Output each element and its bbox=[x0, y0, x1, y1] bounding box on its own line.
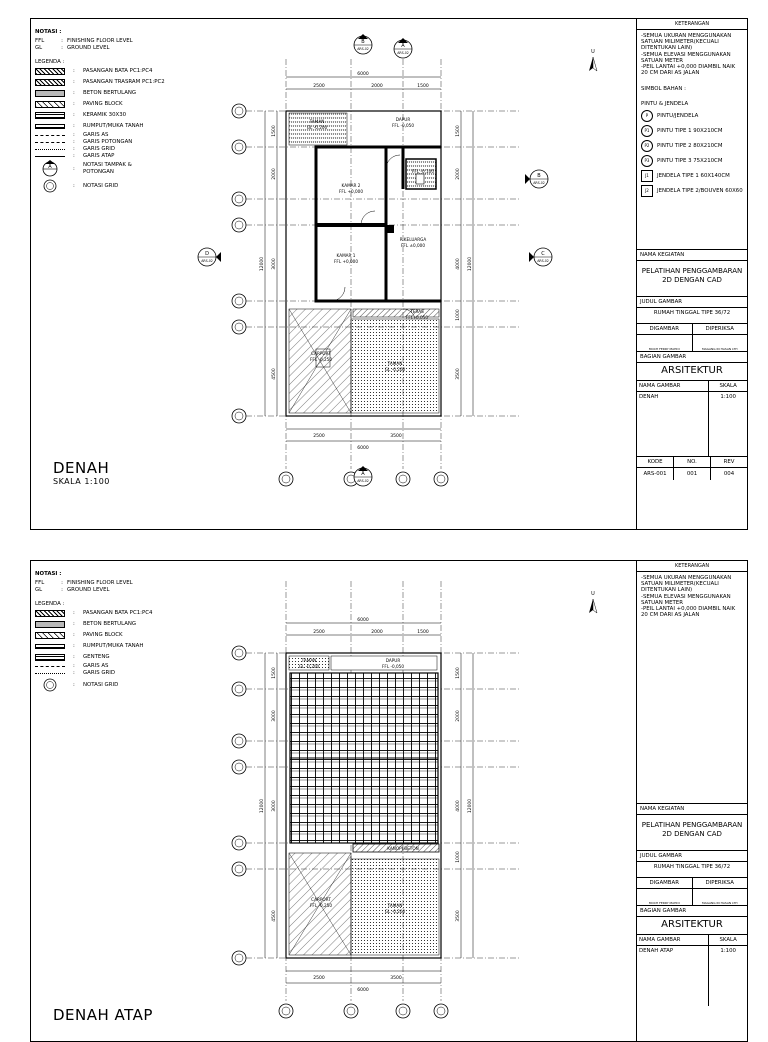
svg-text:B: B bbox=[361, 39, 365, 45]
legend-item: : RUMPUT/MUKA TANAH bbox=[35, 641, 221, 652]
code-values bbox=[637, 468, 747, 480]
note-text: GROUND LEVEL bbox=[67, 586, 110, 593]
section-marker bbox=[394, 38, 412, 58]
symbol-heading: SIMBOL BAHAN : bbox=[641, 86, 686, 93]
scale-label: SKALA bbox=[719, 937, 737, 943]
notes-heading: NOTASI : bbox=[35, 571, 62, 577]
signoff-names bbox=[637, 335, 747, 352]
north-arrow-icon bbox=[589, 49, 597, 71]
section-name: ARSITEKTUR bbox=[637, 363, 747, 381]
section-name: ARSITEKTUR bbox=[637, 917, 747, 935]
swatch-ceramic bbox=[35, 112, 65, 119]
svg-text:ARS-02: ARS-02 bbox=[357, 47, 369, 51]
note-line: -SEMUA UKURAN MENGGUNAKAN SATUAN MILIMETER(KECUALI DITENTUKAN LAIN) bbox=[641, 575, 732, 594]
note-row: FFL : FINISHING FLOOR LEVEL bbox=[35, 579, 133, 586]
legend-text: PASANGAN BATA PC1:PC4 bbox=[83, 68, 153, 75]
svg-text:ARS-02: ARS-02 bbox=[201, 259, 213, 263]
door-text: PINTU TIPE 1 90X210CM bbox=[657, 127, 723, 134]
svg-text:ARS-02: ARS-02 bbox=[357, 479, 369, 483]
swatch-section bbox=[35, 142, 65, 143]
legend-text: NOTASI GRID bbox=[83, 681, 119, 688]
name-scale-head bbox=[637, 935, 747, 946]
legend-text: GARIS AS bbox=[83, 663, 109, 670]
door-item bbox=[641, 110, 743, 122]
door-text: PINTU TIPE 2 80X210CM bbox=[657, 142, 723, 149]
dim-top-total: 6000 bbox=[357, 618, 369, 623]
room-teras-label: TERAS bbox=[410, 309, 424, 314]
window-item bbox=[641, 185, 743, 197]
legend-item: : GARIS POTONGAN bbox=[35, 139, 221, 146]
door-text: PINTU TIPE 3 75X210CM bbox=[657, 157, 723, 164]
door-item bbox=[641, 125, 743, 137]
checked-by-label: DIPERIKSA bbox=[705, 880, 734, 886]
door-item bbox=[641, 140, 743, 152]
swatch-paving bbox=[35, 101, 65, 108]
window-code-icon: J1 bbox=[641, 170, 653, 182]
keterangan-heading: KETERANGAN bbox=[637, 561, 747, 572]
swatch-roof-tile bbox=[35, 654, 65, 661]
legend-text: PAVING BLOCK bbox=[83, 101, 123, 108]
kode-value: ARS-001 bbox=[637, 468, 674, 480]
dim-left-3: 3000 bbox=[272, 258, 277, 270]
legend-text: BETON BERTULANG bbox=[83, 90, 137, 97]
room-carport-label: CARPORT bbox=[311, 897, 331, 902]
grid-notation-icon bbox=[35, 678, 65, 692]
legend-item: : PASANGAN BATA PC1:PC4 bbox=[35, 66, 221, 77]
checked-name: MAGANG IN HASAN LTH bbox=[702, 901, 738, 905]
dim-top-1: 2500 bbox=[313, 630, 325, 635]
dim-left-2: 3000 bbox=[272, 710, 277, 722]
activity-name: PELATIHAN PENGGAMBARAN 2D DENGAN CAD bbox=[637, 815, 747, 851]
legend-item: : PASANGAN TRASRAM PC1:PC2 bbox=[35, 77, 221, 88]
swatch-trasram bbox=[35, 79, 65, 86]
legend-text: RUMPUT/MUKA TANAH bbox=[83, 643, 144, 650]
building-outline bbox=[286, 111, 441, 416]
plan-title: DENAH bbox=[53, 459, 110, 477]
activity-label: NAMA KEGIATAN bbox=[637, 804, 747, 815]
room-teras-level: FFL -0,050 bbox=[406, 315, 428, 320]
legend-item: : NOTASI GRID bbox=[35, 677, 221, 693]
dim-bottom-total: 6000 bbox=[357, 446, 369, 451]
rev-label: REV bbox=[723, 459, 735, 465]
room-taman2-label: TAMAN bbox=[387, 361, 403, 366]
drawing-title-label: JUDUL GAMBAR bbox=[637, 851, 747, 862]
dim-right-5: 3500 bbox=[456, 368, 461, 380]
name-label: NAMA GAMBAR bbox=[637, 381, 709, 391]
dim-right-total: 12000 bbox=[468, 256, 473, 272]
legend-text: RUMPUT/MUKA TANAH bbox=[83, 123, 144, 130]
legend-text: BETON BERTULANG bbox=[83, 621, 137, 628]
north-arrow-icon bbox=[589, 591, 597, 613]
note-text: FINISHING FLOOR LEVEL bbox=[67, 37, 133, 44]
legend-item: : GARIS GRID bbox=[35, 670, 221, 677]
section-notation-icon bbox=[35, 160, 65, 178]
note-line: -SEMUA UKURAN MENGGUNAKAN SATUAN MILIMETER(KECUALI DITENTUKAN LAIN) bbox=[641, 33, 732, 52]
room-km-level: FFL -0,100 bbox=[412, 169, 434, 174]
svg-text:A: A bbox=[361, 471, 365, 477]
legend-text: NOTASI GRID bbox=[83, 182, 119, 189]
legend-item: : GARIS GRID bbox=[35, 146, 221, 153]
legend-item: : GARIS ATAP bbox=[35, 153, 221, 160]
dim-bottom-1: 2500 bbox=[313, 976, 325, 981]
legend-text: GARIS ATAP bbox=[83, 153, 115, 160]
roof-outline bbox=[286, 653, 441, 958]
room-taman-label: TAMAN bbox=[309, 119, 325, 124]
note-key: FFL bbox=[35, 37, 45, 44]
legend-item: : KERAMIK 30X30 bbox=[35, 110, 221, 121]
drawn-name: MOCH FERRY MAHDI bbox=[637, 335, 693, 351]
door-code-icon: P bbox=[641, 110, 653, 122]
swatch-grass bbox=[35, 124, 65, 129]
legend-text: PAVING BLOCK bbox=[83, 632, 123, 639]
legend-item: : PASANGAN BATA PC1:PC4 bbox=[35, 608, 221, 619]
no-value: 001 bbox=[674, 468, 711, 480]
dim-top-total: 6000 bbox=[357, 72, 369, 77]
room-dapur-level: FFL -0,050 bbox=[392, 123, 414, 128]
door-code-icon: P1 bbox=[641, 125, 653, 137]
floor-plan-drawing bbox=[171, 19, 631, 529]
drawing-name: DENAH bbox=[637, 392, 709, 456]
door-code-icon: P2 bbox=[641, 140, 653, 152]
dim-right-3: 4000 bbox=[456, 258, 461, 270]
swatch-roof bbox=[35, 156, 65, 157]
legend-item: : PAVING BLOCK bbox=[35, 99, 221, 110]
note-text: FINISHING FLOOR LEVEL bbox=[67, 579, 133, 586]
dim-right-3: 4000 bbox=[456, 800, 461, 812]
legend-text: KERAMIK 30X30 bbox=[83, 112, 127, 119]
dim-right-total: 12000 bbox=[468, 798, 473, 814]
grid-notation-icon bbox=[35, 179, 65, 193]
rev-value: 004 bbox=[723, 471, 735, 477]
swatch-grass bbox=[35, 644, 65, 649]
dim-right-4: 1000 bbox=[456, 851, 461, 863]
swatch-grid bbox=[35, 149, 65, 150]
name-label: NAMA GAMBAR bbox=[637, 935, 709, 945]
room-taman2-level: GL -0,200 bbox=[384, 909, 406, 914]
room-dapur-level: FFL -0,050 bbox=[382, 664, 404, 669]
name-scale-value bbox=[637, 392, 747, 457]
drawing-name: DENAH ATAP bbox=[637, 946, 709, 1006]
activity-name: PELATIHAN PENGGAMBARAN 2D DENGAN CAD bbox=[637, 261, 747, 297]
legend-text: GARIS GRID bbox=[83, 146, 115, 153]
note-line: -SEMUA ELEVASI MENGGUNAKAN SATUAN METER bbox=[641, 51, 731, 64]
swatch-grid bbox=[35, 673, 65, 674]
legend-item: : GARIS AS bbox=[35, 132, 221, 139]
dim-left-total: 12000 bbox=[260, 798, 265, 814]
keterangan-body bbox=[637, 572, 747, 804]
drawn-by-label: DIGAMBAR bbox=[637, 324, 693, 334]
room-kamar1-level: FFL +0,000 bbox=[334, 259, 358, 264]
room-dapur-label: DAPUR bbox=[385, 658, 401, 663]
activity-label: NAMA KEGIATAN bbox=[637, 250, 747, 261]
roof-kanopi-label: KANOPI BETON bbox=[387, 846, 419, 851]
legend-heading: LEGENDA : bbox=[35, 59, 65, 66]
svg-text:U: U bbox=[591, 49, 595, 55]
dim-bottom-1: 2500 bbox=[313, 434, 325, 439]
note-line: -PEIL LANTAI +0,000 DIAMBIL NAIK 20 CM DARI AS JALAN bbox=[641, 64, 736, 77]
svg-text:A: A bbox=[48, 164, 52, 171]
grid-bubbles-left bbox=[232, 104, 246, 423]
dim-top-3: 1500 bbox=[417, 84, 429, 89]
scale-label: SKALA bbox=[719, 383, 737, 389]
svg-text:U: U bbox=[591, 591, 595, 597]
title-block bbox=[636, 561, 747, 1041]
room-kamar2-level: FFL +0,000 bbox=[339, 189, 363, 194]
swatch-axis bbox=[35, 135, 65, 136]
legend-text: GARIS AS bbox=[83, 132, 109, 139]
signoff-names bbox=[637, 889, 747, 906]
drawing-scale: 1:100 bbox=[720, 394, 736, 400]
room-taman2-level: GL -0,200 bbox=[384, 367, 406, 372]
dim-left-3: 3000 bbox=[272, 800, 277, 812]
room-taman-label: TAMAN bbox=[301, 658, 317, 663]
legend-item: A : NOTASI TAMPAK & POTONGAN bbox=[35, 160, 221, 178]
legend-item: : NOTASI GRID bbox=[35, 178, 221, 194]
room-keluarga-level: FFL ±0,000 bbox=[401, 243, 425, 248]
drawing-title: RUMAH TINGGAL TIPE 36/72 bbox=[637, 862, 747, 878]
dim-top-2: 2000 bbox=[371, 630, 383, 635]
keterangan-body bbox=[637, 30, 747, 250]
door-text: PINTU/JENDELA bbox=[657, 112, 699, 119]
grid-bubbles-bottom bbox=[279, 1004, 448, 1018]
dim-bottom-2: 3500 bbox=[390, 976, 402, 981]
sheet-denah-atap bbox=[30, 560, 748, 1042]
plan-title-block bbox=[53, 1006, 153, 1024]
room-dapur-label: DAPUR bbox=[395, 117, 411, 122]
svg-text:D: D bbox=[205, 251, 209, 257]
dim-right-1: 1500 bbox=[456, 667, 461, 679]
window-code-icon: J2 bbox=[641, 185, 653, 197]
legend-text: GARIS POTONGAN bbox=[83, 139, 133, 146]
legend-item: : PAVING BLOCK bbox=[35, 630, 221, 641]
checked-by-label: DIPERIKSA bbox=[705, 326, 734, 332]
dim-right-1: 1500 bbox=[456, 125, 461, 137]
room-carport-level: FFL -0,250 bbox=[310, 903, 332, 908]
legend-item: : BETON BERTULANG bbox=[35, 619, 221, 630]
drawing-title: RUMAH TINGGAL TIPE 36/72 bbox=[637, 308, 747, 324]
drawn-by-label: DIGAMBAR bbox=[637, 878, 693, 888]
swatch-brick bbox=[35, 68, 65, 75]
note-key: GL bbox=[35, 44, 43, 51]
legend-text: NOTASI TAMPAK & POTONGAN bbox=[83, 162, 132, 176]
dim-left-4: 4500 bbox=[272, 368, 277, 380]
dim-left-1: 1500 bbox=[272, 125, 277, 137]
dim-right-2: 2000 bbox=[456, 710, 461, 722]
window-text: JENDELA TIPE 1 60X140CM bbox=[657, 172, 730, 179]
note-key: FFL bbox=[35, 579, 45, 586]
dim-right-5: 3500 bbox=[456, 910, 461, 922]
room-carport-level: FFL -0,250 bbox=[310, 357, 332, 362]
dim-left-2: 2000 bbox=[272, 168, 277, 180]
no-label: NO. bbox=[674, 457, 711, 467]
note-row: GL : GROUND LEVEL bbox=[35, 44, 110, 51]
section-marker bbox=[529, 248, 552, 266]
svg-text:B: B bbox=[537, 173, 541, 179]
checked-name: MAGANG IN HASAN LTH bbox=[702, 347, 738, 351]
swatch-concrete bbox=[35, 621, 65, 628]
code-head bbox=[637, 457, 747, 468]
room-taman-level: GL -0,200 bbox=[298, 664, 320, 669]
legend-heading: LEGENDA : bbox=[35, 601, 65, 608]
drawing-scale: 1:100 bbox=[720, 948, 736, 954]
dim-left-4: 4500 bbox=[272, 910, 277, 922]
section-marker bbox=[354, 466, 372, 486]
window-text: JENDELA TIPE 2/BOUVEN 60X60 bbox=[657, 187, 743, 194]
svg-text:ARS-02: ARS-02 bbox=[533, 181, 545, 185]
legend-item: : BETON BERTULANG bbox=[35, 88, 221, 99]
note-text: GROUND LEVEL bbox=[67, 44, 110, 51]
section-marker bbox=[198, 248, 221, 266]
dim-bottom-2: 3500 bbox=[390, 434, 402, 439]
door-item bbox=[641, 155, 743, 167]
note-row: FFL : FINISHING FLOOR LEVEL bbox=[35, 37, 133, 44]
dim-right-2: 2000 bbox=[456, 168, 461, 180]
room-taman2-label: TAMAN bbox=[387, 903, 403, 908]
room-kamar1-label: KAMAR 1 bbox=[336, 253, 356, 258]
swatch-paving bbox=[35, 632, 65, 639]
note-line: -PEIL LANTAI +0,000 DIAMBIL NAIK 20 CM DARI AS JALAN bbox=[641, 606, 736, 619]
room-kamar2-label: KAMAR 2 bbox=[341, 183, 361, 188]
note-line: -SEMUA ELEVASI MENGGUNAKAN SATUAN METER bbox=[641, 593, 731, 606]
svg-text:ARS-02: ARS-02 bbox=[537, 259, 549, 263]
svg-text:ARS-02: ARS-02 bbox=[397, 51, 409, 55]
section-marker bbox=[354, 34, 372, 54]
window-item bbox=[641, 170, 743, 182]
room-carport-label: CARPORT bbox=[311, 351, 331, 356]
roof-plan-drawing bbox=[171, 561, 631, 1041]
swatch-concrete bbox=[35, 90, 65, 97]
note-row: GL : GROUND LEVEL bbox=[35, 586, 110, 593]
name-scale-value bbox=[637, 946, 747, 1006]
drawing-title-label: JUDUL GAMBAR bbox=[637, 297, 747, 308]
legend-item: : GENTENG bbox=[35, 652, 221, 663]
legend-item: : GARIS AS bbox=[35, 663, 221, 670]
legend-text: GENTENG bbox=[83, 654, 110, 661]
notes-heading: NOTASI : bbox=[35, 29, 62, 35]
room-keluarga-label: R.KELUARGA bbox=[399, 237, 427, 242]
signoff-row bbox=[637, 324, 747, 335]
keterangan-heading: KETERANGAN bbox=[637, 19, 747, 30]
name-scale-head bbox=[637, 381, 747, 392]
drawn-name: MOCH FERRY MAHDI bbox=[637, 889, 693, 905]
legend-text: PASANGAN TRASRAM PC1:PC2 bbox=[83, 79, 165, 86]
room-taman-level: GL -0,200 bbox=[306, 125, 328, 130]
plan-title-block bbox=[53, 459, 110, 486]
kode-label: KODE bbox=[637, 457, 674, 467]
dim-left-1: 1500 bbox=[272, 667, 277, 679]
dim-right-4: 1000 bbox=[456, 309, 461, 321]
door-heading: PINTU & JENDELA bbox=[641, 100, 689, 107]
dim-top-3: 1500 bbox=[417, 630, 429, 635]
plan-title: DENAH ATAP bbox=[53, 1006, 153, 1024]
section-marker bbox=[525, 170, 548, 188]
svg-text:A: A bbox=[401, 43, 405, 49]
section-label: BAGIAN GAMBAR bbox=[637, 352, 747, 363]
swatch-brick bbox=[35, 610, 65, 617]
dim-top-2: 2000 bbox=[371, 84, 383, 89]
swatch-axis bbox=[35, 666, 65, 667]
title-block bbox=[636, 19, 747, 529]
grid-bubbles-left bbox=[232, 646, 246, 965]
note-key: GL bbox=[35, 586, 43, 593]
legend-text: GARIS GRID bbox=[83, 670, 115, 677]
section-label: BAGIAN GAMBAR bbox=[637, 906, 747, 917]
legend-text: PASANGAN BATA PC1:PC4 bbox=[83, 610, 153, 617]
dim-top-1: 2500 bbox=[313, 84, 325, 89]
dim-left-total: 12000 bbox=[260, 256, 265, 272]
signoff-row bbox=[637, 878, 747, 889]
legend-item: : RUMPUT/MUKA TANAH bbox=[35, 121, 221, 132]
svg-text:C: C bbox=[541, 251, 545, 257]
dim-bottom-total: 6000 bbox=[357, 988, 369, 993]
door-code-icon: P3 bbox=[641, 155, 653, 167]
sheet-denah bbox=[30, 18, 748, 530]
plan-scale: SKALA 1:100 bbox=[53, 477, 110, 486]
